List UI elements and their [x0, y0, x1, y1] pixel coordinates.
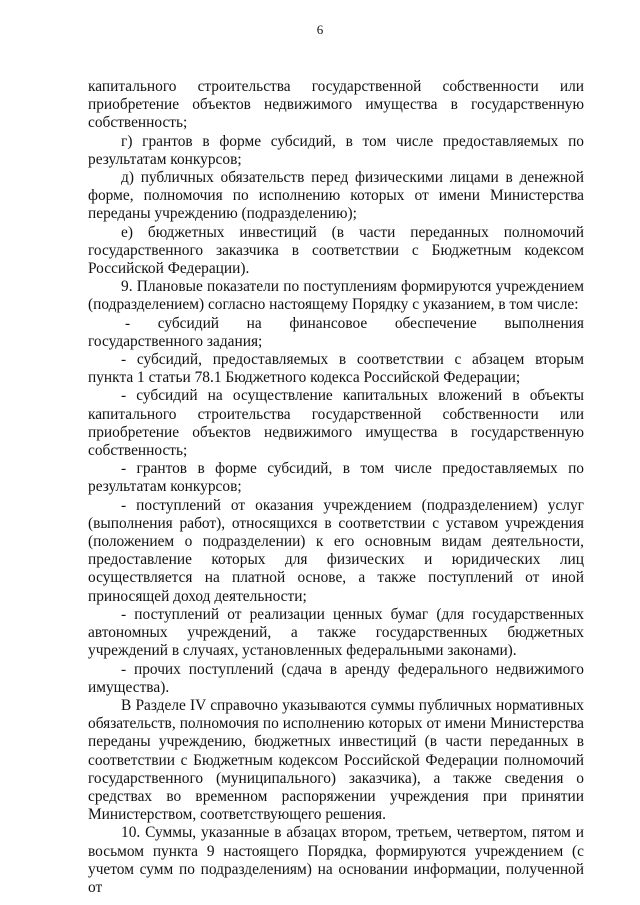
paragraph: - поступлений от реализации ценных бумаг (для государственных автономных учреждений, а также государственных бюджетных учреждений в случаях, установленных федеральными законами).: [88, 605, 584, 660]
paragraph: 10. Суммы, указанные в абзацах втором, третьем, четвертом, пятом и восьмом пункта 9 настоящего Порядка, формируются учреждением (с учетом сумм по подразделениям) на основании информации, полученной от: [88, 824, 584, 896]
paragraph: - поступлений от оказания учреждением (подразделением) услуг (выполнения работ), относящихся в соответствии с уставом учреждения (положением о подразделении) к его основным видам деятельности, предоставление которых для физических и юридических лиц осуществляется на платной основе, а также поступлений от иной приносящей доход деятельности;: [88, 496, 584, 605]
paragraph: В Разделе IV справочно указываются суммы публичных нормативных обязательств, полномочия по исполнению которых от имени Министерства переданы учреждению, бюджетных инвестиций (в части переданных в соответствии с Бюджетным кодексом Российской Федерации полномочий государственного (муниципального) заказчика), а также сведения о средствах во временном распоряжении учреждения при принятии Министерством, соответствующего решения.: [88, 696, 584, 824]
paragraph: д) публичных обязательств перед физическими лицами в денежной форме, полномочия по исполнению которых от имени Министерства переданы учреждению (подразделению);: [88, 169, 584, 223]
paragraph: капитального строительства государственной собственности или приобретение объектов недвижимого имущества в государственную собственность;: [88, 78, 584, 132]
paragraph: - прочих поступлений (сдача в аренду федерального недвижимого имущества).: [88, 660, 584, 696]
paragraph: г) грантов в форме субсидий, в том числе предоставляемых по результатам конкурсов;: [88, 132, 584, 168]
paragraph: - субсидий на финансовое обеспечение выполнения государственного задания;: [88, 314, 584, 350]
paragraph: - грантов в форме субсидий, в том числе предоставляемых по результатам конкурсов;: [88, 460, 584, 496]
paragraph: 9. Плановые показатели по поступлениям формируются учреждением (подразделением) согласно настоящему Порядку с указанием, в том числе:: [88, 278, 584, 314]
paragraph: - субсидий на осуществление капитальных вложений в объекты капитального строительства государственной собственности или приобретение объектов недвижимого имущества в государственную собственность;: [88, 387, 584, 460]
paragraph: - субсидий, предоставляемых в соответствии с абзацем вторым пункта 1 статьи 78.1 Бюджетного кодекса Российской Федерации;: [88, 351, 584, 387]
document-body: [88, 78, 584, 897]
page-number: 6: [316, 22, 324, 37]
paragraph: е) бюджетных инвестиций (в части переданных полномочий государственного заказчика в соответствии с Бюджетным кодексом Российской Федерации).: [88, 223, 584, 278]
